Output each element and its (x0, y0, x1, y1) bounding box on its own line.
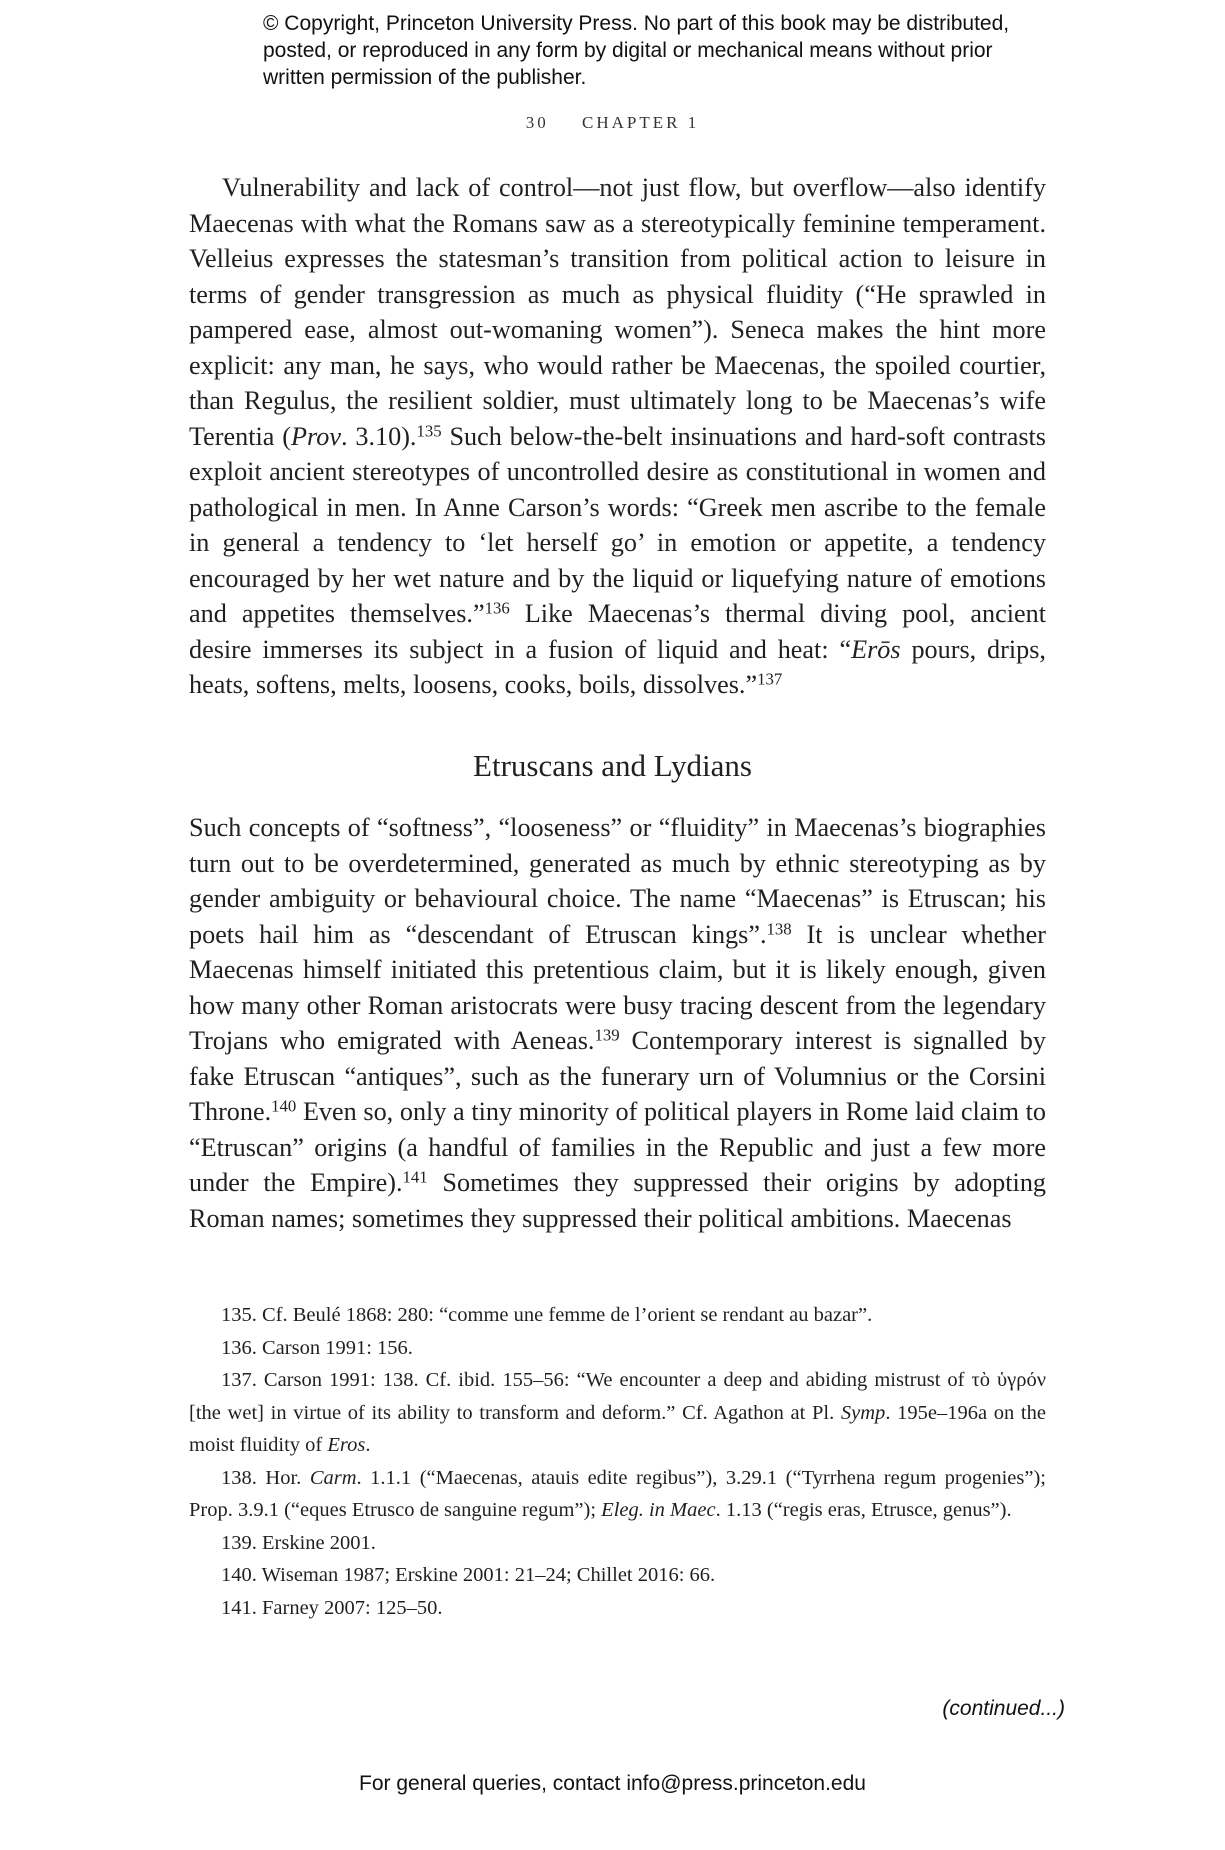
italic-run: Eleg. in Maec (601, 1499, 716, 1521)
chapter-label: CHAPTER 1 (582, 113, 700, 132)
contact-line: For general queries, contact info@press.princeton.edu (359, 1772, 866, 1795)
footnote-137 (189, 1364, 1046, 1462)
footnote-136: 136. Carson 1991: 156. (221, 1336, 413, 1359)
text-run: . 1.1.1 (“Maecenas, atauis edite regibus”), 3.29.1 (“Tyrrhena regum progenies”); Prop. 3.9.1 (“eques Etrusco de sanguine regum”); (189, 1466, 1046, 1521)
footnote-ref-140[interactable]: 140 (271, 1096, 297, 1116)
copyright-notice: © Copyright, Princeton University Press. No part of this book may be distributed, posted, or reproduced in any form by digital or mechanical means without prior written permission of the publisher. (263, 12, 1010, 89)
italic-run: Carm (309, 1466, 357, 1489)
paragraph (189, 170, 1046, 703)
footnote-ref-139[interactable]: 139 (594, 1025, 620, 1045)
text-run: pours, drips, heats, softens, melts, loosens, cooks, boils, dissolves.” (189, 634, 1046, 699)
footnote-139: 139. Erskine 2001. (221, 1531, 376, 1554)
paragraph (189, 810, 1046, 1236)
section-heading: Etruscans and Lydians (473, 748, 752, 783)
footnote-ref-141[interactable]: 141 (402, 1167, 428, 1187)
footnote-141: 141. Farney 2007: 125–50. (221, 1596, 443, 1619)
footnote-135: 135. Cf. Beulé 1868: 280: “comme une femme de l’orient se rendant au bazar”. (221, 1304, 873, 1326)
body-text-top (189, 170, 1046, 703)
text-run: Such below-the-belt insinuations and hard-soft contrasts exploit ancient stereotypes of uncontrolled desire as constitutional in women and pathological in men. In Anne Carson’s words: “Greek men ascribe to the female in general a tendency to ‘let herself go’ in emotion or appetite, a tendency encouraged by her wet nature and by the liquid or liquefying nature of emotions and appetites themselves.” (189, 421, 1046, 628)
body-text-bottom (189, 810, 1046, 1236)
text-run: 138. Hor. (221, 1466, 310, 1489)
text-run: Like Maecenas’s thermal diving pool, ancient desire immerses its subject in a fusion of liquid and heat: “ (189, 599, 1046, 664)
footnotes (189, 1299, 1046, 1624)
text-run: . 3.10). (340, 421, 417, 451)
text-run: . (365, 1434, 371, 1456)
continued-label: (continued...) (942, 1697, 1065, 1720)
footnote-140: 140. Wiseman 1987; Erskine 2001: 21–24; Chillet 2016: 66. (221, 1564, 716, 1586)
italic-run: Prov (291, 421, 341, 451)
text-run: Contemporary interest is signalled by fake Etruscan “antiques”, such as the funerary urn of Volumnius or the Corsini Throne. (189, 1026, 1046, 1126)
footnote-ref-136[interactable]: 136 (484, 598, 510, 618)
page-number: 30 (525, 113, 549, 132)
footnote-138 (189, 1462, 1046, 1527)
text-run: . 1.13 (“regis eras, Etrusce, genus”). (715, 1499, 1012, 1521)
text-run: Such concepts of “softness”, “looseness” or “fluidity” in Maecenas’s biographies turn out to be overdetermined, generated as much by ethnic stereotyping as by gender ambiguity or behavioural choice. The name “Maecenas” is Etruscan; his poets hail him as “descendant of Etruscan kings”. (189, 813, 1046, 949)
italic-run: Eros (327, 1434, 366, 1456)
text-run: 137. Carson 1991: 138. Cf. ibid. 155–56: “We encounter a deep and abiding mistrust of τὸ ὑγρόν [the wet] in virtue of its ability to transform and deform.” Cf. Agathon at Pl. (189, 1369, 1046, 1424)
text-run: Even so, only a tiny minority of political players in Rome laid claim to “Etruscan” origins (a handful of families in the Republic and just a few more under the Empire). (189, 1097, 1046, 1197)
text-run: Vulnerability and lack of control—not just flow, but overflow—also identify Maecenas with what the Romans saw as a stereotypically feminine temperament. Velleius expresses the statesman’s transition from political action to leisure in terms of gender transgression as much as physical fluidity (“He sprawled in pampered ease, almost out-womaning women”). Seneca makes the hint more explicit: any man, he says, who would rather be Maecenas, the spoiled courtier, than Regulus, the resilient soldier, must ultimately long to be Maecenas’s wife Terentia ( (189, 173, 1046, 451)
text-run: Sometimes they suppressed their origins by adopting Roman names; sometimes they suppressed their political ambitions. Maecenas (189, 1168, 1047, 1233)
footnote-ref-137[interactable]: 137 (757, 669, 783, 689)
running-head (0, 113, 1225, 133)
italic-run: Erōs (851, 634, 901, 664)
text-run: . 195e–196a on the moist fluidity of (189, 1401, 1046, 1456)
text-run: It is unclear whether Maecenas himself initiated this pretentious claim, but it is likely enough, given how many other Roman aristocrats were busy tracing descent from the legendary Trojans who emigrated with Aeneas. (189, 919, 1046, 1055)
footnote-ref-138[interactable]: 138 (766, 919, 792, 939)
footnote-ref-135[interactable]: 135 (416, 421, 442, 441)
italic-run: Symp (840, 1401, 886, 1424)
